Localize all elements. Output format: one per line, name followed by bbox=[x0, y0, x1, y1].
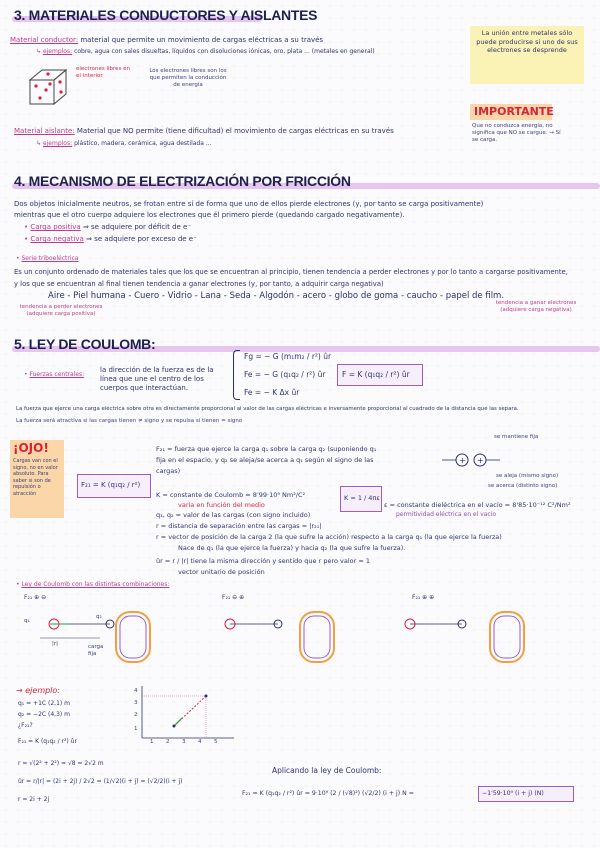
eq-gravity: Fg = − G (m₁m₂ / r²) ûr bbox=[244, 352, 332, 361]
central-forces-text: la dirección de la fuerza es de la línea que une el centro de los cuerpos que interactúan. bbox=[100, 366, 214, 392]
q2-label: q₂ bbox=[96, 614, 102, 620]
example-q2: q₂ = −2C (4,3) m bbox=[18, 711, 70, 718]
negative-charge-text: ⇒ se adquiere por exceso de e⁻ bbox=[86, 235, 197, 243]
notes-page: 3. MATERIALES CONDUCTORES Y AISLANTES Material conductor: material que permite un movimiento de cargas eléctricas a su través ↳ ejemplos: cobre, agua con sales disueltas, líquidos con disoluciones iónicas, oro, plata ... (metales en general) electrones libres en el interior Los electrones libres son los que permiten la conducción de energía La unión entre metales sólo puede producirse si uno de sus electrones se desprende IMPORTANTE Que no conduzca energía, no significa que NO se cargue. → Sí se carga. Material aislante: Material que NO permite (tiene dificultad) el movimiento de cargas eléctricas en su través ↳ ejemplos: plástico, madera, cerámica, agua destilada ... 4. MECANISMO DE ELECTRIZACIÓN POR FRICCIÓN Dos objetos inicialmente neutros, se frotan entre sí de forma que uno de ellos pierde electrones (y, por tanto se carga positivamente) mientras que el otro cuerpo adquiere los electrones que él primero pierde (quedando cargado negativamente). • Carga positiva ⇒ se adquiere por déficit de e⁻ • Carga negativa ⇒ se adquiere por exceso de e⁻ • Serie triboeléctrica Es un conjunto ordenado de materiales tales que los que se encuentran al principio, tienen tendencia a perder electrones y por lo tanto a cargarse positivamente, y los que se encuentran al final tienen tendencia a ganar electrones (y, por tanto, a adquirir carga negativa) Aire - Piel humana - Cuero - Vidrio - Lana - Seda - Algodón - acero - globo de goma - caucho - papel de film. tendencia a perder electrones (adquiere carga positiva) tendencia a ganar electrones (adquiere carga negativa) 5. LEY DE COULOMB: • Fuerzas centrales: la dirección de la fuerza es de la línea que une el centro de los cuerpos que interactúan. Fg = − G (m₁m₂ / r²) ûr Fe = − G (q₁q₂ / r²) ûr Fe = − K Δx ûr F = K (q₁q₂ / r²) ûr La fuerza que ejerce una carga eléctrica sobre otra es directamente proporcional al valor de las cargas eléctricas e inversamente proporcional al cuadrado de la distancia que las separa. La fuerza será atractiva si las cargas tienen ≠ signo y se repulsa si tienen = signo ¡OJO! Cargas van con el signo, no en valor absoluto. Para saber si son de repulsión o atracción F₂₁ = K (q₁q₂ / r²) F₂₁ = fuerza que ejerce la carga q₁ sobre la carga q₂ (suponiendo q₁ fija en el espacio, y q₂ se aleja/se acerca a q₁ según el signo de las cargas) K = constante de Coulomb = 8'99·10⁹ Nm²/C² varía en función del medio K = 1 / 4πε ε = constante dieléctrica en el vacío = 8'85·10⁻¹² C²/Nm² permitividad eléctrica en el vacío q₁, q₂ = valor de las cargas (con signo incluido) r = distancia de separación entre las cargas = |r₂₁| r = vector de posición de la carga 2 (la que sufre la acción) respecto a la carga q₁ (la que ejerce la fuerza) Nace de q₁ (la que ejerce la fuerza) y hacia q₂ (la que sufre la fuerza). ûr = r / |r| tiene la misma dirección y sentido que r pero valor = 1 vector unitario de posición se mantiene fija + + se aleja (mismo signo) se acerca (distinto signo) • Ley de Coulomb con las distintas combinaciones: F₂₁ ⊕ ⊖ F₂₁ ⊖ ⊕ F₂₁ ⊕ ⊕ q₁ q₂ |r| carga fija → ejemplo: q₁ = +1C (2,1) m q₂ = −2C (4,3) m ¿F₂₁? F₂₁ = K (q₁q₂ / r²) ûr r = √(2² + 2²) = √8 = 2√2 m ûr = r/|r| = (2i + 2j) / 2√2 = (1/√2)(i + j) = (√2/2)(i + j) r = 2i + 2j 1 2 3 4 5 1 2 3 4 Aplicando la ley de Coulomb: F₂₁ = K (q₁q₂ / r²) ûr = 9·10⁹ (2 / (√8)²) (√2/2) (i + j) N = −1'59·10⁹ (i + j) (N) bbox=[0, 0, 600, 848]
sticky-note: La unión entre metales sólo puede producirse si uno de sus electrones se desprende bbox=[476, 29, 578, 54]
def-ur: ûr = r / |r| tiene la misma dirección y sentido que r pero valor = 1 bbox=[156, 557, 371, 565]
axis-x-3: 3 bbox=[182, 739, 186, 745]
cube-drawing bbox=[24, 66, 74, 116]
axis-x-2: 2 bbox=[166, 739, 170, 745]
cube-note-electrons: electrones libres en el interior bbox=[76, 66, 131, 79]
positive-charge-text: ⇒ se adquiere por déficit de e⁻ bbox=[82, 223, 192, 231]
aislante-examples: plástico, madera, cerámica, agua destilada ... bbox=[74, 140, 212, 147]
svg-text:+: + bbox=[477, 456, 484, 465]
def-rvec: r = vector de posición de la carga 2 (la que sufre la acción) respecto a la carga q₁ (la que ejerce la fuerza) bbox=[156, 533, 502, 541]
def-epsilon-note: permitividad eléctrica en el vacío bbox=[396, 511, 497, 518]
serie-p2: y los que se encuentran al final tienen tendencia a ganar electrones (y, por tanto, a adquirir carga negativa) bbox=[14, 280, 384, 288]
applying-law: Aplicando la ley de Coulomb: bbox=[272, 766, 382, 775]
axis-x-4: 4 bbox=[198, 739, 202, 745]
example-unit-vector: ûr = r/|r| = (2i + 2j) / 2√2 = (1/√2)(i + j) = (√2/2)(i + j) bbox=[18, 778, 183, 785]
carga-fija-label: carga fija bbox=[88, 644, 104, 657]
right-tendency-note: tendencia a ganar electrones (adquiere carga negativa) bbox=[495, 300, 577, 313]
example-distance: r = √(2² + 2²) = √8 = 2√2 m bbox=[18, 760, 104, 767]
q1-label: q₁ bbox=[24, 618, 30, 624]
aislante-definition: Material que NO permite (tiene dificultad) el movimiento de cargas eléctricas en su través bbox=[76, 127, 394, 135]
example-formula: F₂₁ = K (q₁q₂ / r²) ûr bbox=[18, 738, 77, 745]
negative-charge-label: Carga negativa bbox=[30, 235, 84, 243]
combo-label-3: F₂₁ ⊕ ⊕ bbox=[412, 594, 435, 601]
central-forces-label: Fuerzas centrales: bbox=[29, 371, 85, 378]
coulomb-formula-box: F = K (q₁q₂ / r²) ûr bbox=[342, 370, 410, 379]
axis-y-1: 1 bbox=[134, 726, 138, 732]
combinations-label: Ley de Coulomb con las distintas combinaciones: bbox=[21, 581, 170, 588]
example-rvec: r = 2i + 2j bbox=[18, 796, 50, 803]
aislante-examples-label: ejemplos: bbox=[42, 140, 73, 147]
def-ur-note: vector unitario de posición bbox=[178, 568, 265, 576]
serie-list: Aire - Piel humana - Cuero - Vidrio - Lana - Seda - Algodón - acero - globo de goma - caucho - papel de film. bbox=[48, 291, 505, 301]
k-box: K = 1 / 4πε bbox=[344, 494, 380, 502]
def-q: q₁, q₂ = valor de las cargas (con signo incluido) bbox=[156, 511, 311, 519]
axis-y-2: 2 bbox=[134, 712, 138, 718]
axis-x-5: 5 bbox=[214, 739, 218, 745]
def-r: r = distancia de separación entre las cargas = |r₂₁| bbox=[156, 522, 322, 530]
charges-diagram bbox=[440, 440, 520, 476]
def-rvec-note: Nace de q₁ (la que ejerce la fuerza) y hacia q₂ (la que sufre la fuerza). bbox=[178, 544, 406, 552]
friction-p1: Dos objetos inicialmente neutros, se frotan entre sí de forma que uno de ellos pierde electrones (y, por tanto se carga positivamente) bbox=[14, 200, 484, 208]
eq-electric: Fe = − G (q₁q₂ / r²) ûr bbox=[244, 370, 326, 379]
left-tendency-note: tendencia a perder electrones (adquiere carga positiva) bbox=[19, 304, 103, 317]
important-text: Que no conduzca energía, no significa que NO se cargue. → Sí se carga. bbox=[472, 123, 561, 143]
axis-x-1: 1 bbox=[150, 739, 154, 745]
example-plot bbox=[130, 682, 240, 744]
eq-elastic: Fe = − K Δx ûr bbox=[244, 388, 300, 397]
ojo-title: ¡OJO! bbox=[13, 441, 49, 455]
aislante-label: Material aislante: bbox=[14, 127, 75, 135]
coulomb-law-text: La fuerza que ejerce una carga eléctrica sobre otra es directamente proporcional al valor de las cargas eléctricas e inversamente proporcional al cuadrado de la distancia que las separa. bbox=[16, 406, 519, 412]
positive-charge-label: Carga positiva bbox=[30, 223, 81, 231]
fixed-note: se mantiene fija bbox=[494, 434, 539, 440]
friction-p2: mientras que el otro cuerpo adquiere los electrones que él primero pierde (quedando cargado negativamente). bbox=[14, 211, 405, 219]
conductor-label: Material conductor: bbox=[10, 36, 79, 44]
combo-label-1: F₂₁ ⊕ ⊖ bbox=[24, 594, 47, 601]
combinations-diagram bbox=[10, 600, 590, 672]
axis-y-3: 3 bbox=[134, 700, 138, 706]
example-question: ¿F₂₁? bbox=[18, 722, 33, 729]
conductor-examples: cobre, agua con sales disueltas, líquidos con disoluciones iónicas, oro, plata ... (metales en general) bbox=[74, 48, 375, 55]
ojo-text: Cargas van con el signo, no en valor absoluto. Para saber si son de repulsión o atracción bbox=[13, 458, 58, 497]
f21-box: F₂₁ = K (q₁q₂ / r²) bbox=[81, 481, 141, 489]
brace bbox=[233, 350, 240, 400]
conductor-examples-label: ejemplos: bbox=[42, 48, 73, 55]
section3-title: 3. MATERIALES CONDUCTORES Y AISLANTES bbox=[14, 7, 318, 23]
def-f21: F₂₁ = fuerza que ejerce la carga q₁ sobre la carga q₂ (suponiendo q₁ fija en el espacio, y q₂ se aleja/se acerca a q₁ según el signo de las cargas) bbox=[156, 445, 377, 475]
cube-note-conduction: Los electrones libres son los que permiten la conducción de energía bbox=[149, 68, 227, 88]
serie-label: Serie triboeléctrica bbox=[21, 255, 79, 262]
serie-p1: Es un conjunto ordenado de materiales tales que los que se encuentran al principio, tienen tendencia a perder electrones y por lo tanto a cargarse positivamente, bbox=[14, 268, 568, 276]
example-result: F₂₁ = K (q₁q₂ / r²) ûr = 9·10⁹ (2 / (√8)²) (√2/2) (i + j) N = bbox=[242, 790, 414, 797]
attraction-text: La fuerza será atractiva si las cargas tienen ≠ signo y se repulsa si tienen = signo bbox=[16, 418, 243, 424]
same-sign-note: se aleja (mismo signo) bbox=[496, 473, 559, 479]
example-label: → ejemplo: bbox=[16, 686, 60, 695]
section4-title: 4. MECANISMO DE ELECTRIZACIÓN POR FRICCIÓN bbox=[14, 173, 351, 189]
def-k: K = constante de Coulomb = 8'99·10⁹ Nm²/C² bbox=[156, 491, 306, 499]
section5-title: 5. LEY DE COULOMB: bbox=[14, 336, 156, 352]
r-label: |r| bbox=[52, 641, 58, 647]
example-final-answer: −1'59·10⁹ (i + j) (N) bbox=[482, 790, 544, 797]
important-label: IMPORTANTE bbox=[474, 105, 554, 118]
def-k-note: varía en función del medio bbox=[178, 501, 265, 509]
conductor-definition: material que permite un movimiento de cargas eléctricas a su través bbox=[80, 36, 324, 44]
example-q1: q₁ = +1C (2,1) m bbox=[18, 700, 70, 707]
combo-label-2: F₂₁ ⊖ ⊕ bbox=[222, 594, 245, 601]
def-epsilon: ε = constante dieléctrica en el vacío = 8'85·10⁻¹² C²/Nm² bbox=[384, 501, 571, 509]
axis-y-4: 4 bbox=[134, 688, 138, 694]
svg-text:+: + bbox=[459, 456, 466, 465]
diff-sign-note: se acerca (distinto signo) bbox=[488, 483, 558, 489]
